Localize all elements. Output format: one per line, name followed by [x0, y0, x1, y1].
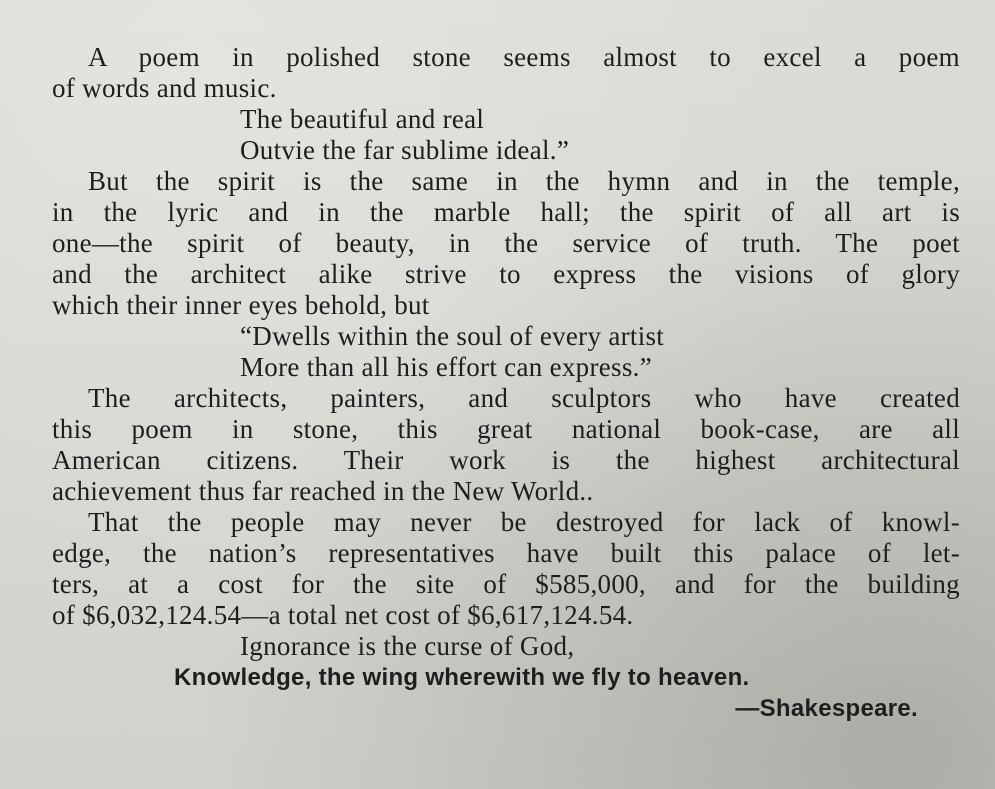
text-line: and the architect alike strive to express the visions of glory [52, 259, 960, 289]
verse-line: Outvie the far sublime ideal.” [240, 135, 570, 165]
verse-line: “Dwells within the soul of every artist [240, 321, 665, 351]
text-line: A poem in polished stone seems almost to excel a poem [88, 42, 960, 72]
verse-line: More than all his effort can express.” [240, 352, 653, 382]
text-line: one—the spirit of beauty, in the service of truth. The poet [52, 228, 960, 258]
text-line: edge, the nation’s representatives have built this palace of let- [52, 538, 960, 568]
text-line: American citizens. Their work is the highest architectural [52, 445, 960, 475]
verse-line: The beautiful and real [240, 104, 485, 134]
text-line: That the people may never be destroyed for lack of knowl- [88, 507, 960, 537]
text-line: of words and music. [52, 73, 277, 103]
document-page [52, 42, 960, 724]
text-line: of $6,032,124.54—a total net cost of $6,617,124.54. [52, 600, 634, 630]
text-line: The architects, painters, and sculptors who have created [88, 383, 960, 413]
text-line: this poem in stone, this great national book-case, are all [52, 414, 960, 444]
attribution: —Shakespeare. [735, 695, 918, 722]
text-line: achievement thus far reached in the New World.. [52, 476, 594, 506]
text-line: But the spirit is the same in the hymn and in the temple, [88, 166, 960, 196]
text-line: which their inner eyes behold, but [52, 290, 430, 320]
text-line: ters, at a cost for the site of $585,000, and for the building [52, 569, 960, 599]
verse-line: Ignorance is the curse of God, [240, 631, 575, 661]
text-line: in the lyric and in the marble hall; the spirit of all art is [52, 197, 960, 227]
verse-line-bold: Knowledge, the wing wherewith we fly to heaven. [174, 664, 750, 691]
